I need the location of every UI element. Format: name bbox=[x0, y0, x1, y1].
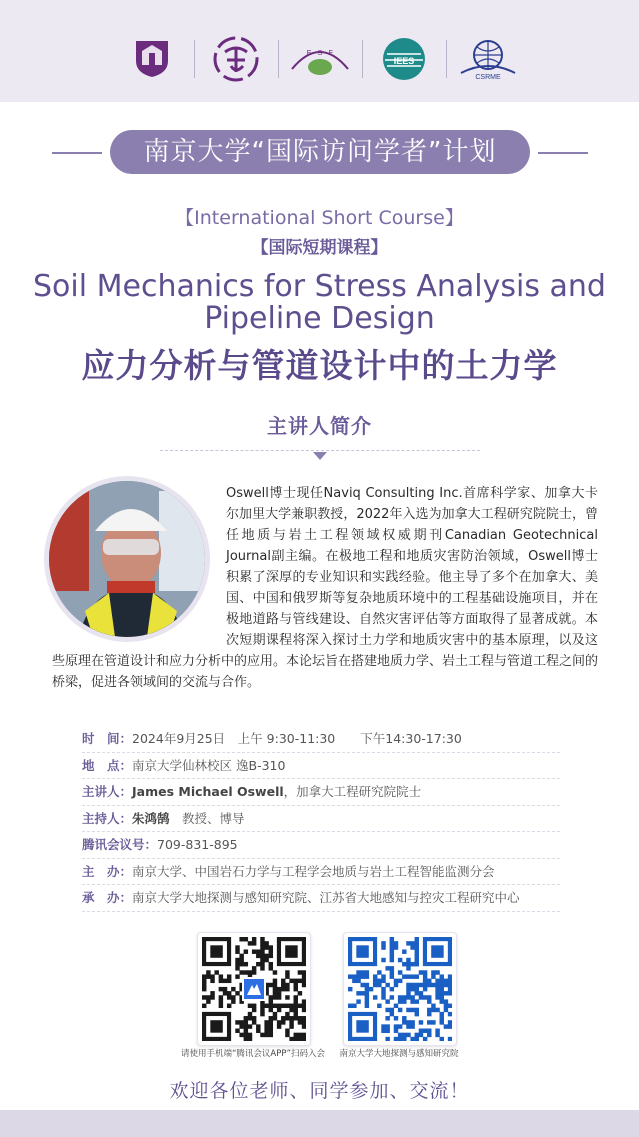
speaker-label: 主讲人： bbox=[82, 784, 133, 799]
qr-caption-institute: 南京大学大地探测与感知研究院 bbox=[339, 1049, 459, 1059]
ese-logo-text: E · S · E bbox=[306, 50, 334, 57]
host-label: 主持人： bbox=[82, 810, 133, 826]
organizer-value: 南京大学、中国岩石力学与工程学会地质与岩土工程智能监测分会 bbox=[132, 863, 495, 879]
info-row-place bbox=[82, 753, 560, 780]
csrme-logo-text: CSRME bbox=[475, 74, 501, 81]
place-value: 南京大学仙林校区 逸B-310 bbox=[132, 757, 286, 773]
iees-logo-text: IEES bbox=[393, 56, 415, 66]
nju-shield-logo bbox=[120, 30, 184, 88]
undertaker-label: 承 办： bbox=[82, 890, 133, 905]
welcome-message: 欢迎各位老师、同学参加、交流！ bbox=[169, 1080, 470, 1102]
speaker-section-heading: 主讲人简介 bbox=[267, 414, 372, 438]
time-label: 时 间： bbox=[82, 731, 133, 746]
meeting-label: 腾讯会议号： bbox=[82, 837, 158, 852]
divider-right bbox=[538, 152, 588, 154]
speaker-name: James Michael Oswell bbox=[132, 784, 284, 799]
footer-band bbox=[0, 1110, 639, 1137]
csrme-logo bbox=[456, 30, 520, 88]
logo-separator bbox=[194, 40, 195, 78]
speaker-bio bbox=[52, 483, 598, 693]
course-label-en: 【International Short Course】 bbox=[175, 207, 464, 229]
qr-caption-meeting: 请使用手机端“腾讯会议APP”扫码入会 bbox=[180, 1049, 326, 1059]
info-row-time bbox=[82, 726, 560, 753]
logo-strip bbox=[120, 30, 520, 88]
logo-separator bbox=[362, 40, 363, 78]
course-title-cn: 应力分析与管道设计中的土力学 bbox=[81, 346, 558, 385]
event-info-table bbox=[82, 726, 560, 912]
iees-logo bbox=[372, 30, 436, 88]
logo-separator bbox=[278, 40, 279, 78]
course-title-en: Soil Mechanics for Stress Analysis and Pipeline Design bbox=[33, 269, 606, 336]
place-label: 地 点： bbox=[82, 757, 133, 773]
speaker-bio-text: Oswell博士现任Naviq Consulting Inc.首席科学家、加拿大卡尔加里大学兼职教授，2022年入选为加拿大工程研究院院士，曾任地质与岩土工程领域权威期刊Canadian Geotechnical Journal副主编。在极地工程和地质灾害防治领域，Oswell博士积累了深厚的专业知识和实践经验。他主导了多个在加拿大、美国、中国和俄罗斯等复杂地质环境中的工程基础设施项目，并在极地道路与管线建设、自然灾害评估等方面取得了显著成就。本次短期课程将深入探讨土力学和地质灾害中的基本原理，以及这些原理在管道设计和应力分析中的应用。本论坛旨在搭建地质力学、岩土工程与管道工程之间的桥梁，促进各领域间的交流与合作。 bbox=[52, 486, 599, 690]
triangle-down-icon bbox=[313, 452, 327, 460]
logo-separator bbox=[446, 40, 447, 78]
undertaker-value: 南京大学大地探测与感知研究院、江苏省大地感知与控灾工程研究中心 bbox=[132, 890, 520, 905]
meeting-id[interactable]: 709-831-895 bbox=[157, 837, 238, 852]
host-title: 教授、博导 bbox=[169, 810, 245, 826]
info-row-host bbox=[82, 806, 560, 833]
course-label-cn: 【国际短期课程】 bbox=[251, 238, 388, 258]
organizer-label: 主 办： bbox=[82, 863, 133, 879]
program-title: 南京大学“国际访问学者”计划 bbox=[110, 130, 530, 174]
info-row-meeting bbox=[82, 832, 560, 859]
info-row-undertaker bbox=[82, 885, 560, 912]
host-name: 朱鸿鹄 bbox=[132, 810, 170, 826]
institute-qr-code[interactable] bbox=[343, 932, 457, 1046]
ese-logo bbox=[288, 30, 352, 88]
section-divider bbox=[160, 450, 480, 451]
divider-left bbox=[52, 152, 102, 154]
tencent-meeting-qr-code[interactable] bbox=[197, 932, 311, 1046]
time-value: 2024年9月25日 上午 9:30-11:30 下午14:30-17:30 bbox=[132, 731, 462, 746]
speaker-title: ，加拿大工程研究院院士 bbox=[283, 784, 422, 799]
calligraphy-logo bbox=[204, 30, 268, 88]
info-row-speaker bbox=[82, 779, 560, 806]
info-row-organizer bbox=[82, 859, 560, 886]
